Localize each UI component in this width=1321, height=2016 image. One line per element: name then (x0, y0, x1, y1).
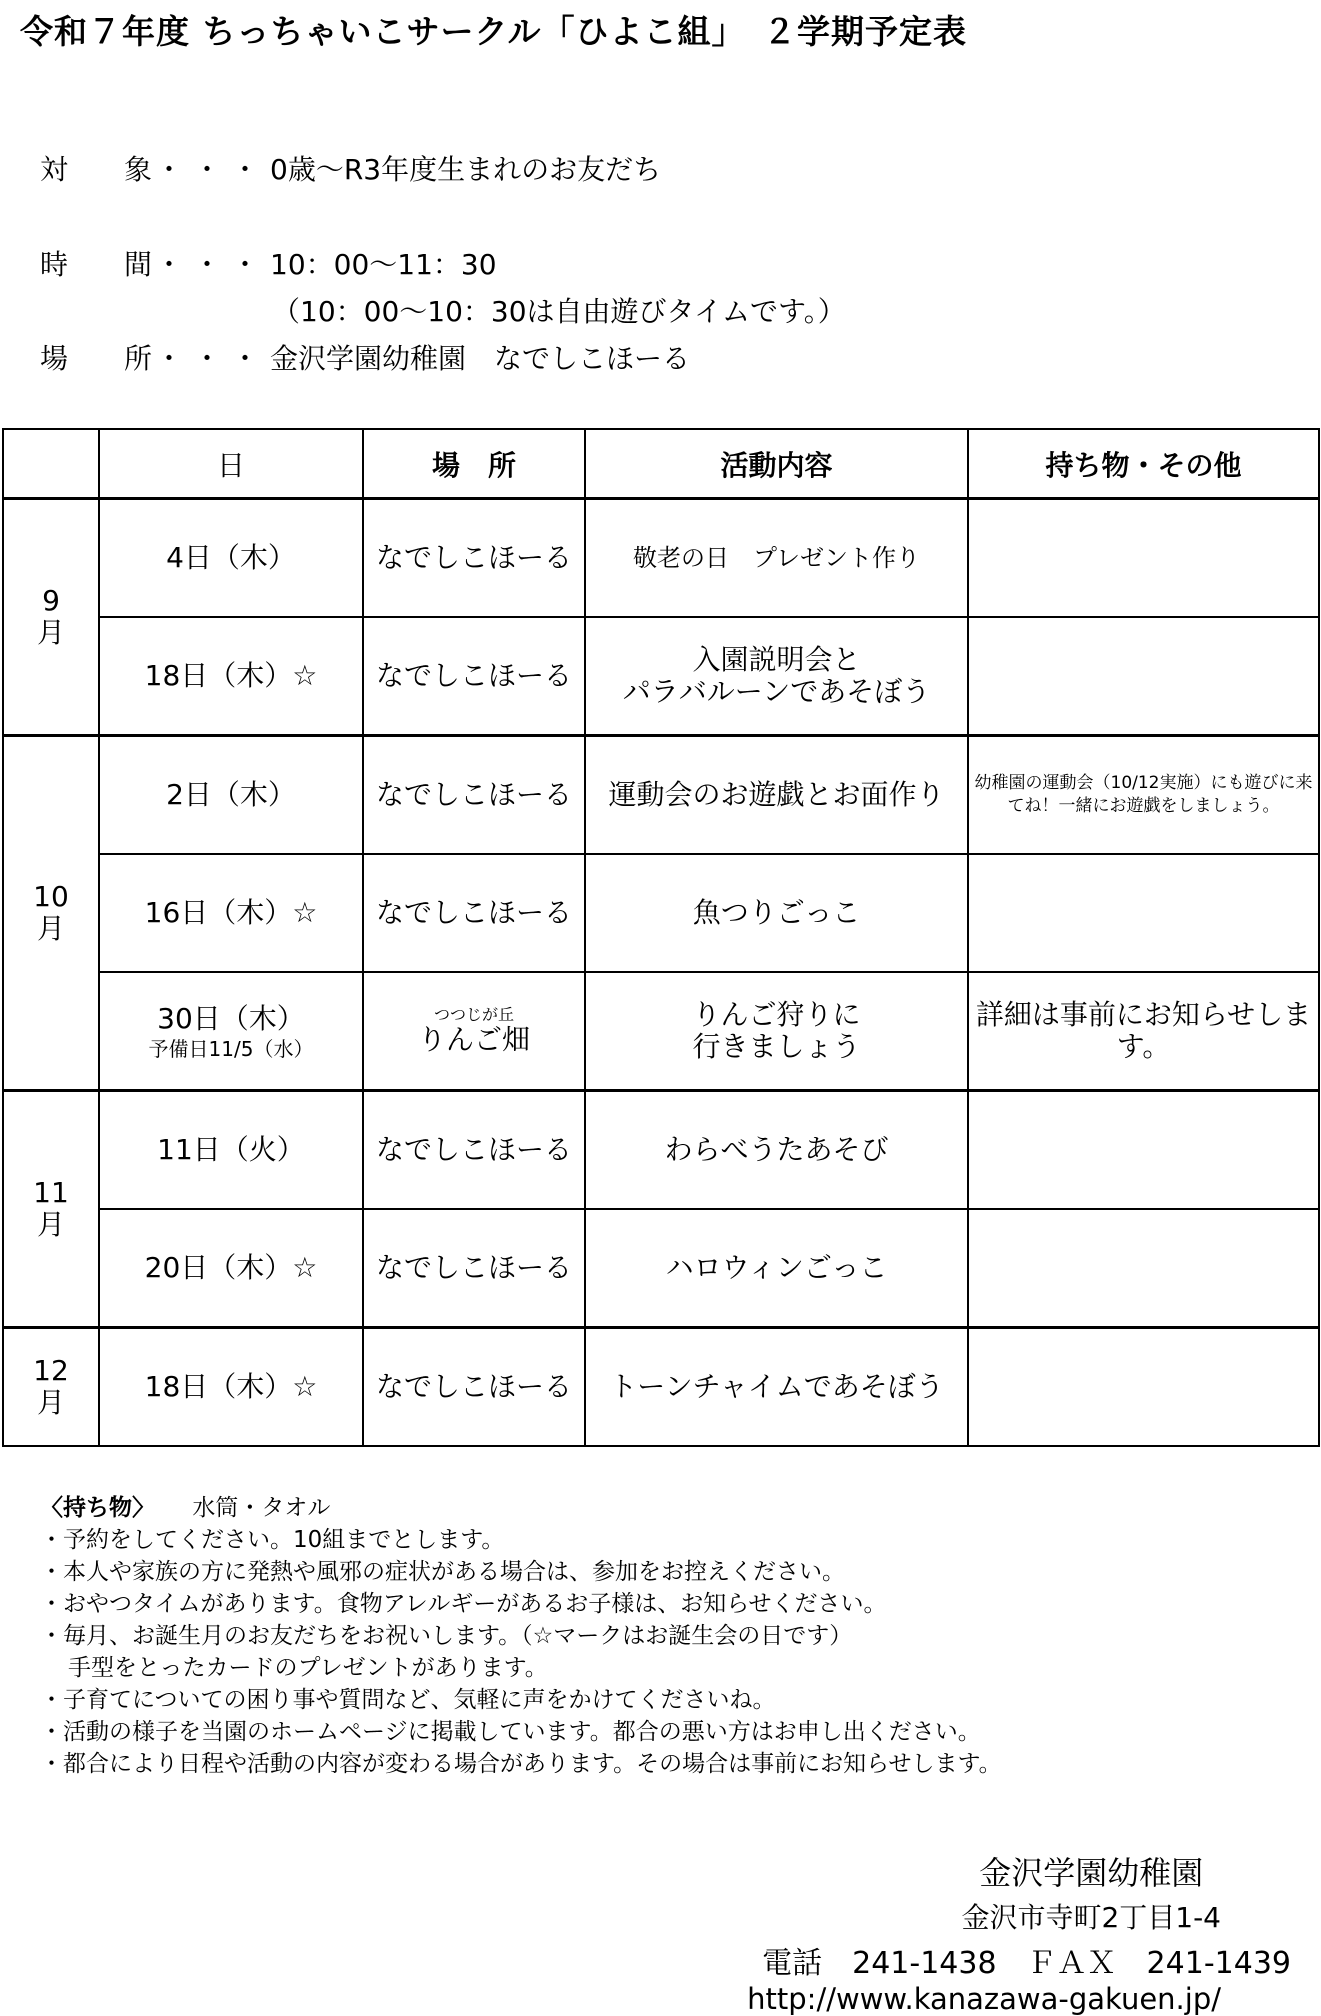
row-activity: 運動会のお遊戯とお面作り (585, 736, 968, 855)
table-row (3, 499, 1319, 618)
table-row (3, 617, 1319, 736)
time-dots: ・・・ (155, 248, 270, 281)
phone-fax: 電話 241-1438 ＦＡＸ 241-1439 (762, 1946, 1291, 1981)
time-value: 10：00～11：30 (270, 248, 497, 281)
row-day: 11日（火） (99, 1091, 363, 1210)
month-november: 11 月 (3, 1091, 99, 1328)
header-activity: 活動内容 (585, 429, 968, 499)
row-activity: りんご狩りに 行きましょう (585, 972, 968, 1091)
row-day: 18日（木）☆ (99, 1328, 363, 1447)
row-day-sub: 予備日11/5（水） (148, 1037, 314, 1061)
row-day: 4日（木） (99, 499, 363, 618)
time-note: （10：00～10：30は自由遊びタイムです。） (272, 295, 846, 328)
table-row (3, 854, 1319, 972)
row-day: 2日（木） (99, 736, 363, 855)
row-activity: ハロウィンごっこ (585, 1209, 968, 1328)
row-note: 幼稚園の運動会（10/12実施）にも遊びに来てね！一緒にお遊戯をしましょう。 (968, 736, 1319, 855)
row-place: なでしこほーる (363, 854, 585, 972)
table-row (3, 972, 1319, 1091)
row-note (968, 617, 1319, 736)
month-september: 9 月 (3, 499, 99, 736)
table-row (3, 736, 1319, 855)
note-item: ・都合により日程や活動の内容が変わる場合があります。その場合は事前にお知らせします。 (40, 1751, 1002, 1777)
header-place: 場 所 (363, 429, 585, 499)
row-day: 30日（木） (157, 1002, 305, 1035)
place-value: 金沢学園幼稚園 なでしこほーる (270, 342, 691, 375)
row-place: なでしこほーる (363, 1328, 585, 1447)
header-month (3, 429, 99, 499)
row-activity: 魚つりごっこ (585, 854, 968, 972)
table-row (3, 1209, 1319, 1328)
target-value: 0歳～R3年度生まれのお友だち (270, 153, 662, 186)
note-item: 手型をとったカードのプレゼントがあります。 (68, 1655, 548, 1681)
note-item: ・本人や家族の方に発熱や風邪の症状がある場合は、参加をお控えください。 (40, 1559, 845, 1585)
note-item: ・毎月、お誕生月のお友だちをお祝いします。（☆マークはお誕生会の日です） (40, 1623, 853, 1649)
row-place: なでしこほーる (363, 1091, 585, 1210)
row-day: 20日（木）☆ (99, 1209, 363, 1328)
table-row (3, 1328, 1319, 1447)
time-label: 時 間 (40, 248, 167, 281)
place-label: 場 所 (40, 342, 167, 375)
page-title: 令和７年度 ちっちゃいこサークル「ひよこ組」 ２学期予定表 (20, 12, 967, 51)
row-activity: トーンチャイムであそぼう (585, 1328, 968, 1447)
row-day-cell (99, 972, 363, 1091)
row-place-cell (363, 972, 585, 1091)
header-day: 日 (99, 429, 363, 499)
row-place: なでしこほーる (363, 1209, 585, 1328)
footer (747, 1848, 1291, 2016)
table-header-row (3, 429, 1319, 499)
row-place: りんご畑 (417, 1023, 530, 1056)
row-note (968, 854, 1319, 972)
row-day: 18日（木）☆ (99, 617, 363, 736)
row-place: なでしこほーる (363, 736, 585, 855)
row-note (968, 499, 1319, 618)
target-dots: ・・・ (155, 153, 270, 186)
row-activity: 敬老の日 プレゼント作り (585, 499, 968, 618)
note-item: ・予約をしてください。10組までとします。 (40, 1527, 505, 1553)
notes-section (40, 1492, 1002, 1780)
address: 金沢市寺町2丁目1-4 (961, 1901, 1221, 1934)
schedule-table (2, 428, 1320, 1447)
month-december: 12 月 (3, 1328, 99, 1447)
row-place-sub: つつじが丘 (433, 1005, 514, 1024)
header-belongings: 持ち物・その他 (968, 429, 1319, 499)
month-october: 10 月 (3, 736, 99, 1091)
belongings-line (40, 1492, 1002, 1524)
note-item: ・おやつタイムがあります。食物アレルギーがあるお子様は、お知らせください。 (40, 1591, 887, 1617)
target-label: 対 象 (40, 153, 167, 186)
row-note (968, 1091, 1319, 1210)
row-note (968, 1209, 1319, 1328)
kindergarten-name: 金沢学園幼稚園 (979, 1854, 1204, 1892)
row-note: 詳細は事前にお知らせします。 (968, 972, 1319, 1091)
row-note (968, 1328, 1319, 1447)
row-activity: 入園説明会と パラバルーンであそぼう (585, 617, 968, 736)
row-place: なでしこほーる (363, 499, 585, 618)
row-day: 16日（木）☆ (99, 854, 363, 972)
belongings-head: 〈持ち物〉 (40, 1495, 155, 1521)
row-place: なでしこほーる (363, 617, 585, 736)
note-item: ・活動の様子を当園のホームページに掲載しています。都合の悪い方はお申し出ください。 (40, 1719, 981, 1745)
table-row (3, 1091, 1319, 1210)
note-item: ・子育てについての困り事や質問など、気軽に声をかけてくださいね。 (40, 1687, 776, 1713)
website-url: http://www.kanazawa-gakuen.jp/ (747, 1982, 1221, 2016)
belongings-value: 水筒・タオル (192, 1495, 331, 1521)
place-dots: ・・・ (155, 342, 270, 375)
row-activity: わらべうたあそび (585, 1091, 968, 1210)
